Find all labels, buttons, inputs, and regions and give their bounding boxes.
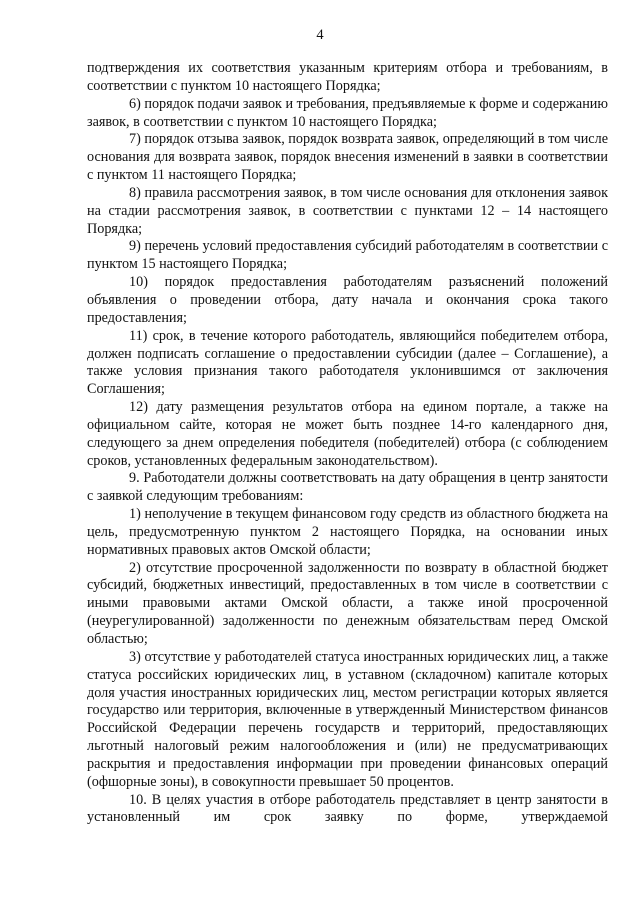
paragraph-item-6: 6) порядок подачи заявок и требования, предъявляемые к форме и содержанию заявок, в соответствии с пунктом 10 настоящего Порядка; bbox=[87, 95, 608, 130]
paragraph-item-11: 11) срок, в течение которого работодатель, являющийся победителем отбора, должен подписать соглашение о предоставлении субсидии (далее – Соглашение), а также условия признания такого работодателя уклонившимся от заключения Соглашения; bbox=[87, 327, 608, 398]
paragraph-requirement-1: 1) неполучение в текущем финансовом году средств из областного бюджета на цель, предусмотренную пунктом 2 настоящего Порядка, на основании иных нормативных правовых актов Омской области; bbox=[87, 506, 608, 558]
paragraph-continuation: подтверждения их соответствия указанным критериям отбора и требованиям, в соответствии с пунктом 10 настоящего Порядка; bbox=[87, 60, 608, 94]
paragraph-item-7: 7) порядок отзыва заявок, порядок возврата заявок, определяющий в том числе основания для возврата заявок, порядок внесения изменений в заявки в соответствии с пунктом 11 настоящего Порядка; bbox=[87, 131, 608, 184]
page-number: 4 bbox=[316, 27, 324, 43]
paragraph-item-8: 8) правила рассмотрения заявок, в том числе основания для отклонения заявок на стадии рассмотрения заявок, в соответствии с пунктами 12 – 14 настоящего Порядка; bbox=[87, 184, 608, 237]
document-body bbox=[87, 60, 608, 827]
paragraph-section-10: 10. В целях участия в отборе работодатель представляет в центр занятости в установленный им срок заявку по форме, утверждаемой bbox=[87, 791, 608, 826]
paragraph-requirement-2: 2) отсутствие просроченной задолженности по возврату в областной бюджет субсидий, бюджетных инвестиций, предоставленных в том числе в соответствии с иными правовыми актами Омской области, а также иной просроченной (неурегулированной) задолженности по денежным обязательствам перед Омской областью; bbox=[87, 559, 608, 647]
paragraph-item-10: 10) порядок предоставления работодателям разъяснений положений объявления о проведении отбора, дату начала и окончания срока такого предоставления; bbox=[87, 274, 608, 326]
paragraph-item-12: 12) дату размещения результатов отбора на едином портале, а также на официальном сайте, которая не может быть позднее 14-го календарного дня, следующего за днем определения победителя (победителей) отбора (с соблюдением сроков, установленных федеральным законодательством). bbox=[87, 399, 608, 469]
paragraph-requirement-3: 3) отсутствие у работодателей статуса иностранных юридических лиц, а также статуса российских юридических лиц, в уставном (складочном) капитале которых доля участия иностранных юридических лиц, местом регистрации которых является государство или территория, включенные в утвержденный Министерством финансов Российской Федерации перечень государств и территорий, предоставляющих льготный налоговый режим налогообложения и (или) не предусматривающих раскрытия и предоставления информации при проведении финансовых операций (офшорные зоны), в совокупности превышает 50 процентов. bbox=[87, 648, 608, 790]
paragraph-section-9: 9. Работодатели должны соответствовать на дату обращения в центр занятости с заявкой следующим требованиям: bbox=[87, 470, 608, 505]
paragraph-item-9: 9) перечень условий предоставления субсидий работодателям в соответствии с пунктом 15 настоящего Порядка; bbox=[87, 238, 608, 273]
